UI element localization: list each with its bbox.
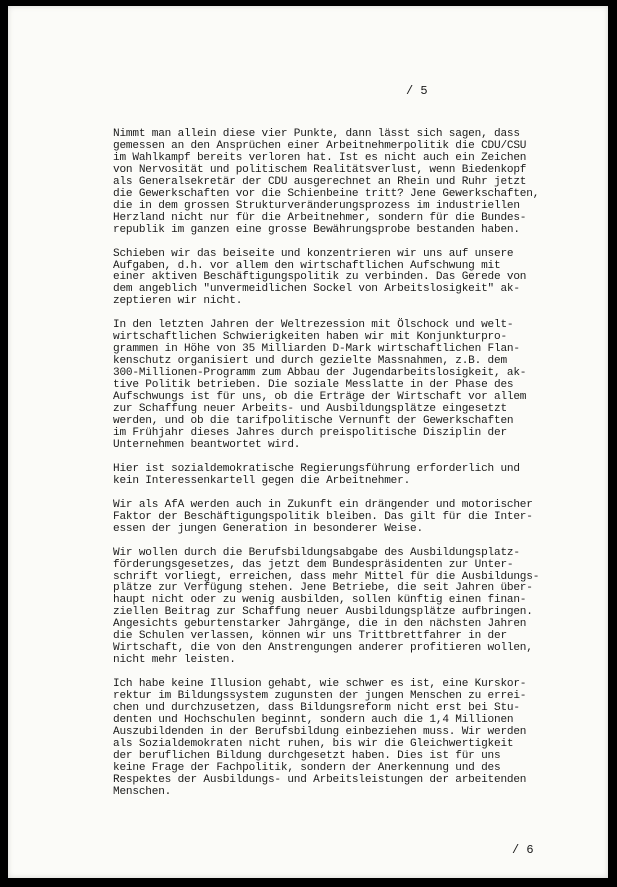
paragraph-7: Ich habe keine Illusion gehabt, wie schwer es ist, eine Kurskor- rektur im Bildungssystem zugunsten der jungen Menschen zu errei- chen und durchzusetzen, dass Bildungsreform nicht erst bei Stu- denten und Hochschulen beginnt, sondern auch die 1,4 Millionen Auszubildenden in der Berufsbildung einbeziehen muss. Wir werden als Sozialdemokraten nicht ruhen, bis wir die Gleichwertigkeit der beruflichen Bildung durchgesetzt haben. Dies ist für uns keine Frage der Fachpolitik, sondern der Anerkennung und des Respektes der Ausbildungs- und Arbeitsleistungen der arbeitenden Menschen. xyxy=(113,678,527,798)
document-page xyxy=(8,6,608,878)
paragraph-1: Nimmt man allein diese vier Punkte, dann lässt sich sagen, dass gemessen an den Ansprüchen einer Arbeitnehmerpolitik die CDU/CSU im Wahlkampf bereits verloren hat. Ist es nicht auch ein Zeichen von Nervosität und politischem Realitätsverlust, wenn Biedenkopf als Generalsekretär der CDU ausgerechnet an Rhein und Ruhr jetzt die Gewerkschaften vor die Schienbeine tritt? Jene Gewerkschaften, die in dem grossen Strukturveränderungsprozess im industriellen Herzland nicht nur für die Arbeitnehmer, sondern für die Bundes- republik im ganzen eine grosse Bewährungsprobe bestanden haben. xyxy=(113,128,540,236)
page-marker-top: / 5 xyxy=(406,84,428,98)
paragraph-3: In den letzten Jahren der Weltrezession mit Ölschock und welt- wirtschaftlichen Schwierigkeiten haben wir mit Konjunkturpro- grammen in Höhe von 35 Milliarden D-Mark wirtschaftlichen Flan- kenschutz organisiert und durch gezielte Massnahmen, z.B. dem 300-Millionen-Programm zum Abbau der Jugendarbeitslosigkeit, ak- tive Politik betrieben. Die soziale Messlatte in der Phase des Aufschwungs ist für uns, ob die Erträge der Wirtschaft vor allem zur Schaffung neuer Arbeits- und Ausbildungsplätze eingesetzt werden, und ob die tarifpolitische Vernunft der Gewerkschaften im Frühjahr dieses Jahres durch preispolitische Disziplin der Unternehmen beantwortet wird. xyxy=(113,319,527,451)
paragraph-2: Schieben wir das beiseite und konzentrieren wir uns auf unsere Aufgaben, d.h. vor allem den wirtschaftlichen Aufschwung mit einer aktiven Beschäftigungspolitik zu verbinden. Das Gerede von dem angeblich "unvermeidlichen Sockel von Arbeitslosigkeit" ak- zeptieren wir nicht. xyxy=(113,247,527,308)
paragraph-6: Wir wollen durch die Berufsbildungsabgabe des Ausbildungsplatz- förderungsgesetzes, das jetzt dem Bundespräsidenten zur Unter- schrift vorliegt, erreichen, dass mehr Mittel für die Ausbildungs- plätze zur Verfügung stehen. Jene Betriebe, die seit Jahren über- haupt nicht oder zu wenig ausbilden, sollen künftig einen finan- ziellen Beitrag zur Schaffung neuer Ausbildungsplätze aufbringen. Angesichts geburtenstarker Jahrgänge, die in den nächsten Jahren die Schulen verlassen, können wir uns Trittbrettfahrer in der Wirtschaft, die von den Anstrengungen anderer profitieren wollen, nicht mehr leisten. xyxy=(113,546,540,667)
paragraph-4: Hier ist sozialdemokratische Regierungsführung erforderlich und kein Interessenkartell gegen die Arbeitnehmer. xyxy=(113,462,520,487)
page-marker-bottom: / 6 xyxy=(512,843,534,857)
body-text xyxy=(113,129,573,799)
paragraph-5: Wir als AfA werden auch in Zukunft ein drängender und motorischer Faktor der Beschäftigungspolitik bleiben. Das gilt für die Inter- essen der jungen Generation in besonderer Weise. xyxy=(113,498,533,535)
